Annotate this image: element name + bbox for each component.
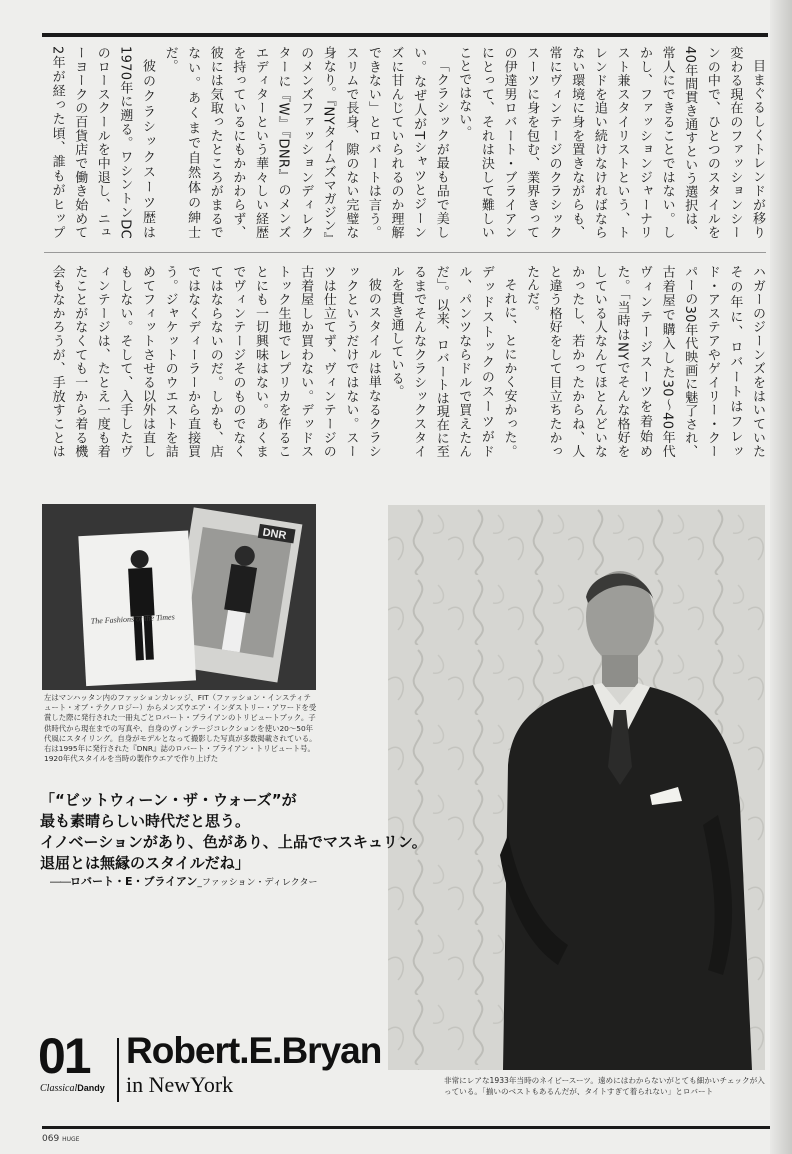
subject-name: Robert.E.Bryan [126, 1030, 382, 1071]
top-rule [42, 33, 768, 37]
series-label-italic: Classical [40, 1083, 78, 1094]
page-number: 069 [42, 1134, 60, 1144]
folio [42, 1134, 79, 1144]
title-divider [117, 1038, 119, 1102]
pull-quote [40, 790, 460, 874]
magazines-photo [42, 504, 316, 690]
article-paragraph: 「クラシックが最も品で美しい。なぜ人がTシャツとジーンズに甘んじていられるのか理解できない」とロバートは言う。スリムで長身、隙のない完璧な身なり。『NYタイムズマガジン』のメンズファッションディレクターに『W』『DNR』のメンズエディターという華々しい経歴を持っているにもかかわらず、彼には気取ったところがまるでない。あくまで自然体の紳士だ。 [162, 46, 449, 239]
subject-location: in NewYork [126, 1072, 234, 1097]
quote-line: 最も素晴らしい時代だと思う。 [40, 812, 251, 830]
article-paragraph: それに、とにかく安かった。デッドストックのスーツがドル、パンツならドルで買えたんだ」。以来、ロバートは現在に至るまでそんなクラシックスタイルを貫き通している。 [388, 265, 517, 458]
caption-portrait: 非常にレアな1933年当時のネイビースーツ。遠めにはわからないがとても細かいチェックが入っている。「揃いのベストもあるんだが、タイトすぎて着られない」とロバート [444, 1076, 765, 1096]
series-number: 01 [38, 1028, 90, 1084]
attribution-role: _ファッション・ディレクター [197, 878, 318, 888]
attribution-name: ロバート・E・ブライアン [70, 875, 198, 888]
quote-line: 「“ビットウィーン・ザ・ウォーズ”が [40, 791, 297, 809]
magazine-back-title: DNR [261, 526, 288, 543]
attribution-dash: ―― [50, 875, 70, 888]
magazine-front-title: The Fashions of the Times [90, 612, 175, 626]
page-gutter-shadow [770, 0, 792, 1154]
column-divider [44, 252, 766, 253]
magazine-name: HUGE [62, 1136, 80, 1143]
series-label [40, 1083, 105, 1094]
quote-line: 退屈とは無縁のスタイルだね」 [40, 854, 250, 872]
portrait-photo [388, 505, 765, 1070]
article-paragraph: 彼のクラシックスーツ歴は1970年に遡る。ワシントンDCのロースクールを中退し、ニューヨークの百貨店で働き始めて2年が経った頃、誰もがヒップハガーのジーンズをはいていたその年に、ロバートはフレッド・アステアやゲイリー・クーパーの30年代映画に魅了され、古着屋で購入した30〜40年代ヴィンテージスーツを着始めた。「当時はNYでそんな格好をしている人なんてほとんどいなかったし、若かったからね、人と違う格好をして目立ちたかったんだ。 [49, 46, 765, 458]
caption-magazines: 左はマンハッタン内のファッションカレッジ、FIT（ファッション・インスティテュート・オブ・テクノロジー）からメンズウエア・インダストリー・アワードを受賞した際に発行された一冊丸ごとロバート・ブライアンのトリビュートブック。子供時代から現在までの写真や、自身のヴィンテージコレクションを使い20〜50年代風にスタイリング。自身がモデルとなって撮影した写真が多数掲載されている。右は1995年に発行された『DNR』誌のロバート・ブライアン・トリビュート号。1920年代スタイルを当時の製作ウエアで作り上げた [44, 693, 317, 764]
article-paragraph: 目まぐるしくトレンドが移り変わる現在のファッションシーンの中で、ひとつのスタイルを40年間貫き通すという選択は、常人にできることではない。しかし、ファッションジャーナリスト兼スタイリストという、トレンドを追い続けなければならない環境に身を置きながらも、常にヴィンテージのクラシックスーツに身を包む、業界きっての伊達男ロバート・ブライアンにとって、それは決して難しいことではない。 [456, 46, 765, 239]
article-paragraph: 彼のスタイルは単なるクラシックというだけではない。スーツは仕立てず、ヴィンテージの古着屋しか買わない。デッドストック生地でレプリカを作ることにも一切興味はない。あくまでヴィンテージそのものでなくてはならないのだ。しかも、店ではなくディーラーから直接買う。ジャケットのウエストを詰めてフィットさせる以外は直しもしない。そして、入手したヴィンテージは、たとえ一度も着たことがなくても一から着る機会もなかろうが、手放すことは [49, 265, 381, 458]
series-label-bold: Dandy [77, 1083, 105, 1093]
quote-line: イノベーションがあり、色があり、上品でマスキュリン。 [40, 833, 427, 851]
quote-attribution [50, 873, 317, 889]
bottom-rule [42, 1126, 770, 1129]
